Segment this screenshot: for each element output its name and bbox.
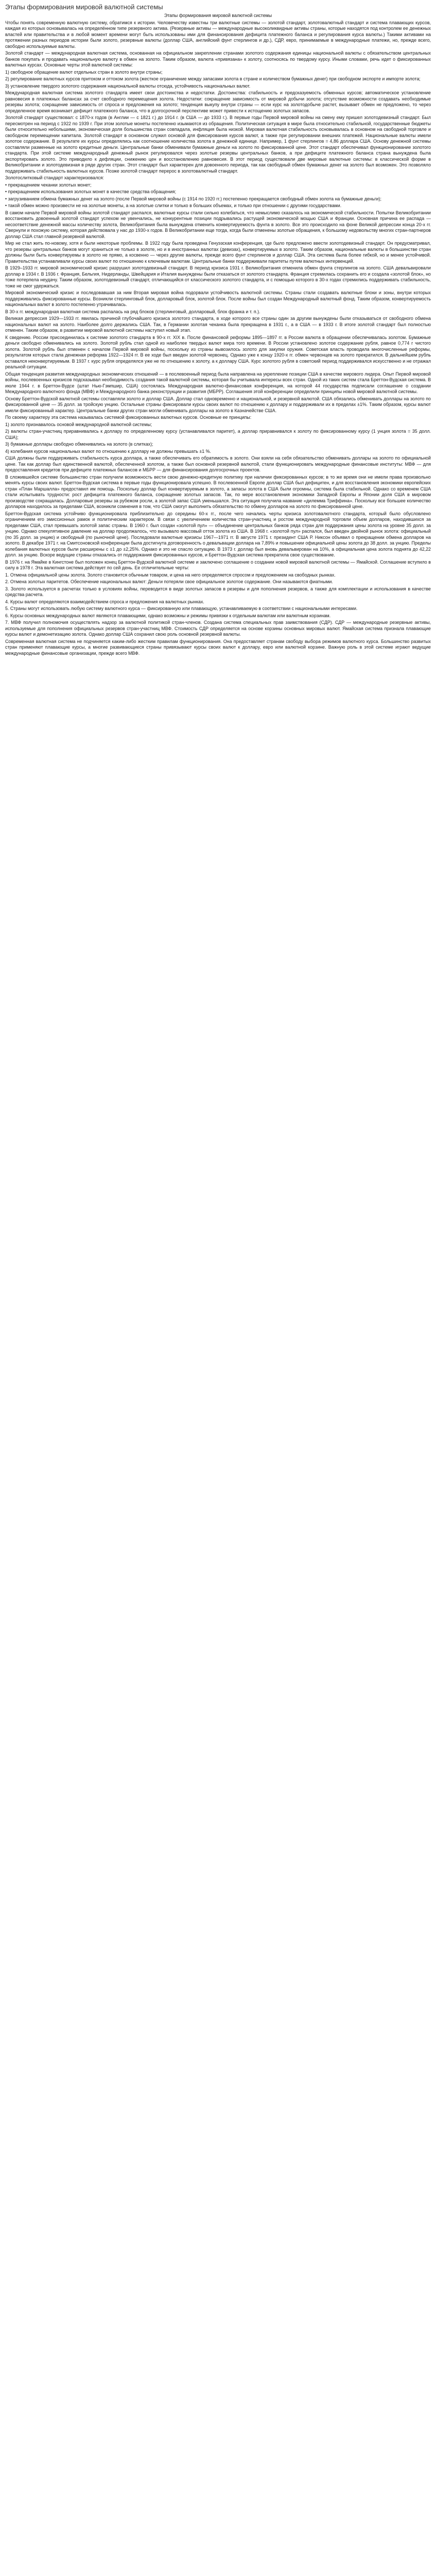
paragraph: Мир не стал жить по-новому, хотя и были некоторые проблемы. В 1922 году была проведена Генуэзская конференция, где было предложено ввести золотодевизный стандарт. Он предусматривал, что резервы центральных банков могут храниться не только в золоте, но и в иностранных валютах (девизах), конвертируемых в золото. Таким образом, национальные валюты в большинстве стран должны были быть конвертируемы в золото не прямо, а косвенно — через другие валюты, прежде всего фунт стерлингов и доллар США. Эта система была более гибкой, но и менее устойчивой. Правительства устанавливали курсы своих валют по отношению к ключевым валютам. Центральные банки поддерживали паритеты путем валютных интервенций.	[5, 241, 431, 264]
paragraph: Чтобы понять современную валютную систему, обратимся к истории. Человечеству известны три валютные системы — золотой стандарт, золотовалютный стандарт и система плавающих курсов, каждая из которых основывалась на определённом типе резервного актива. (Резервные активы — международные высоколиквидные активы страны, которые находятся под контролем ее денежных властей или правительства и в любой момент времени могут быть использованы ими для финансирования дефицита платежного баланса и регулирования курса валюты.) Такими активами на протяжении разных периодов истории были золото, резервные валюты (доллар США, английский фунт стерлингов и др.), СДР, евро, принимаемые в международные платежи, но, прежде всего, свободно используемые валюты.	[5, 20, 431, 49]
paragraph: Золотослитковый стандарт характеризовался:	[5, 175, 104, 180]
paragraph: 2. Отмена золотых паритетов. Обеспечение национальных валют: Деньги потеряли свое официальное золотое содержание. Они называются фиатными.	[5, 579, 333, 584]
paragraph: США должны были поддерживать стабильность курса доллара, а также обеспечивать его обратимость в золото. Они взяли на себя обязательство обменивать доллары на золото по официальной цене. Так как доллар был единственной валютой, обеспеченной золотом, а также был основной резервной валютой, стали функционировать международные финансовые институты: МВФ — для предоставления кредитов при дефиците платежных балансов и МБРР — для финансирования долгосрочных проектов.	[5, 455, 431, 472]
paragraph: 1) свободное обращение валют отдельных стран в золото внутри страны;	[5, 69, 163, 75]
paragraph: Золотой стандарт существовал: с 1870-х годов (в Англии — с 1821 г.) до 1914 г. (в США — до 1933 г.). В первые годы Первой мировой войны на смену ему пришел золотодевизный стандарт. Был пересмотрен на период с 1922 по 1939 г. При этом золотые монеты постепенно изымаются из обращения. Политическая ситуация в мире была относительно стабильной, государственные бюджеты были относительно небольшими, экономическая доля большинства стран совпадала, инфляция была низкой. Мировая валютная стабильность основывалась в основном на свободной торговле и свободном перемещении капитала. Золотой стандарт в основном служил основой для фиксирования курсов валют, а также при регулировании внешних платежей. Национальные валюты имели золотое содержание. В результате их курсы определялись как соотношение количества золота в денежной единице. Например, 1 фунт стерлингов = 4,86 доллара США. Основу денежной системы составляли разменные на золото кредитные деньги. Центральные банки обменивали бумажные деньги на золото по фиксированной цене. Этот стандарт обеспечивал функционирование золотого стандарта. При этой системе международный денежный рынок регулировался через золотые резервы центральных банков, а при дефиците платежного баланса страна вынуждена была экспортировать золото. Это приводило к дефляции, снижению цен и восстановлению равновесия. В этот период существовали две мировые валютные системы: в классической форме в Великобритании и золотодевизная в ряде других стран. Этот стандарт был характерен для довоенного периода, так как свободный обмен бумажных денег на золото был возможен. Это позволяло поддерживать стабильность валютных курсов. Позже золотой стандарт перерос в золотовалютный стандарт.	[5, 115, 431, 174]
paragraph: Современная валютная система не подчиняется каким-либо жестким правилам функционирования. Она предоставляет странам свободу выбора режимов валютного курса. Большинство развитых стран применяют плавающие курсы, а многие развивающиеся страны привязывают курсы своих валют к доллару, евро или валютной корзине. Важную роль в этой системе играют ведущие международные финансовые организации, прежде всего МВФ.	[5, 638, 431, 656]
paragraph: По своему характеру эта система называлась системой фиксированных валютных курсов. Основные ее принципы:	[5, 415, 252, 420]
paragraph: 3. Золото используется в расчетах только в условиях войны, переводится в виде золотых запасов в резервы и для пополнения резервов, а также для комплектации и использования в качестве средства расчета.	[5, 586, 431, 597]
paragraph: Великая депрессия 1929—1933 гг. явилась причиной глубочайшего кризиса золотого стандарта, в ходе которого все страны один за другим вынуждены были отказываться от свободного обмена национальных валют на золото. Наиболее долго держались США. Так, в Германии золотая чеканка была прекращена в 1931 г., а в США — в 1933 г. В итоге золотой стандарт был полностью отменен. Таким образом, в развитии мировой валютной системы наступил новый этап.	[5, 316, 431, 333]
paragraph: 4) колебания курсов национальных валют по отношению к доллару не должны превышать ±1 %.	[5, 448, 211, 454]
paragraph: 6. Курсы основных международных валют являются плавающими, однако возможны и режимы привязки к отдельным валютам или валютным корзинам.	[5, 613, 331, 618]
paragraph: Международная валютная система золотого стандарта имеет свои достоинства и недостатки. Достоинства: стабильность и предсказуемость обменных курсов; автоматическое установление равновесия в платежных балансах за счет свободного перемещения золота. Недостатки: сокращение зависимость от мировой добычи золота; отсутствие возможности создавать необходимые резервы золота; сокращение зависимость от спроса и предложения на золото; тенденция выкупу внутри страны — если курс на золотодобыче растет, вызывает обмен не предложено, то через определенное время возникает дефицит платежного баланса, что в долгосрочной перспективе может привести к истощению золотых запасов.	[5, 90, 431, 113]
paragraph: 3) установление твердого золотого содержания национальной валюты отсюда, устойчивость национальных валют.	[5, 83, 251, 89]
paragraph: 3) бумажные доллары свободно обменивались на золото (в слитках);	[5, 442, 153, 447]
paragraph: Золотой стандарт — международная валютная система, основанная на официальном закреплении странами золотого содержания единицы национальной валюты с обязательством центральных банков покупать и продавать национальную валюту в обмен на золото. Таким образом, валюта «привязана» к золоту, соотносясь по твердому курсу. Иными словами, речь идет о фиксированных валютных курсах. Основные черты этой валютной системы:	[5, 50, 431, 67]
section-subtitle: Этапы формирования мировой валютной системы	[164, 13, 272, 18]
paragraph: К сведению. России присоединилась к системе золотого стандарта в 90-х гг. XIX в. После финансовой реформы 1895—1897 гг. в России валюта в обращении обеспечивалась золотом. Бумажные деньги свободно обменивались на золото. Золотой рубль стал одной из наиболее твердых валют мира того времени. В России установлено золотое содержание рубля, равное 0,774 г чистого золота. Золотой рубль был отменен с началом Первой мировой войны, поскольку из страны вывозилось золото для закупки оружия. Советская власть проводила многочисленные реформы, результатом которых стала денежная реформа 1922—1924 гг. В ее ходе был введен золотой червонец. Однако уже к концу 1920-х гг. обмен червонцев на золото прекратился. В дальнейшем рубль оставался неконвертируемым. В 1937 г. курс рубля определялся уже не по отношению к золоту, а к доллару США. Курс золотого рубля в советский период поддерживался искусственно и не отражал реальной ситуации.	[5, 334, 431, 369]
page-title: Этапы формирования мировой валютной системы	[5, 3, 163, 11]
paragraph: 2) валюты стран-участниц приравнивались к доллару по определенному курсу (устанавливался паритет), а доллар приравнивался к золоту по фиксированному курсу (1 унция золота = 35 долл. США);	[5, 429, 431, 440]
article-body	[5, 20, 431, 657]
paragraph: В сложившейся системе большинство стран получили возможность вести свою денежно-кредитную политику при наличии фиксированных курсов; в то же время они не имели права произвольно менять курсы своих валют. Бреттон-Вудская система в первые годы функционировала успешно. В послевоенной Европе доллар США был дефицитен, и для восстановления экономики европейских стран «План Маршалла» предоставил им помощь. Поскольку доллар был конвертируемым в золото, а запасы золота в США были огромны, система была стабильной. Однако со временем США стали испытывать трудности: рост дефицита платежного баланса, сокращение золотых запасов. Так, по мере восстановления экономики Западной Европы и Японии доля США в мировом производстве сокращалась. Долларовые резервы за рубежом росли, а золотой запас США уменьшался. Эта ситуация получила название «дилемма Триффина». Поскольку все большее количество долларов находилось за пределами США, возникли сомнения в том, что США смогут выполнить обязательство по обмену долларов на золото по фиксированной цене.	[5, 474, 431, 509]
paragraph: В самом начале Первой мировой войны золотой стандарт распался, валютные курсы стали сильно колебаться, что немыслимо сказалось на экономической стабильности. Попытки Великобритании восстановить довоенный золотой стандарт успехом не увенчались, не конкурентные позиции подрывались растущей экономической мощью США и Франции. Основная причина ее распада — несоответствие денежной массы количеству золота, Великобритания была вынуждена отменить конвертируемость фунта в золото. Все это происходило на фоне Великой депрессии конца 20-х гг. Свернули и похожую систему, которая действовала у нас до 1930-х годов. В Великобритании еще тогда, когда были отменены золотые обращения, к большому недовольству многих стран-партнеров доллар США стал главной резервной валютой.	[5, 210, 431, 239]
paragraph: 7. МВФ получил полномочия осуществлять надзор за валютной политикой стран-членов. Создана система специальных прав заимствования (СДР). СДР — международные резервные активы, используемые для пополнения официальных резервов стран-участниц МВФ. Стоимость СДР определяется на основе корзины основных мировых валют. Ямайская система признала плавающие курсы валют и демонетизацию золота. Однако доллар США сохранил свою роль основной резервной валюты.	[5, 620, 431, 637]
paragraph: Бреттон-Вудская система устойчиво функционировала приблизительно до середины 60-х гг., после чего начались черты кризиса золотовалютного стандарта, который было обусловлено ограничением его эмиссионных рамок и политическим характером. В связи с увеличением количества стран-участниц и ростом международной торговли объем долларов, находившихся за пределами США, стал превышать золотой запас страны. В 1960 г. был создан «золотой пул» — объединение центральных банков ряда стран для поддержания цены золота на уровне 35 долл. за унцию. Однако спекулятивное давление на доллар продолжалось, что вызывало массовый отток золота из США. В 1968 г. «золотой пул» распался, был введен двойной рынок золота: официальный (по 35 долл. за унцию) и свободный (по рыночной цене). Последовали валютные кризисы 1967—1971 гг. В августе 1971 г. президент США Р. Никсон объявил о прекращении обмена долларов на золото. В декабре 1971 г. на Смитсоновской конференции была достигнута договоренность о девальвации доллара на 7,89% и повышении официальной цены золота до 38 долл. за унцию. Пределы колебания валютных курсов были расширены с ±1 до ±2,25%. Однако и это не спасло ситуацию. В 1973 г. доллар был вновь девальвирован на 10%, а официальная цена золота поднята до 42,22 долл. за унцию. Вскоре ведущие страны отказались от поддержания фиксированных курсов, и Бреттон-Вудская система прекратила свое существование.	[5, 511, 431, 557]
paragraph: Общая тенденция развития международных экономических отношений — в послевоенный период была направлена на укрепление позиции США в качестве мирового лидера. Опыт Первой мировой войны, послевоенных кризисов подсказывал необходимость создания такой валютной системы, которая бы учитывала интересы всех стран. Одной из таких систем стала Бреттон-Вудская система. В июле 1944 г. в Бреттон-Вудсе (штат Нью-Гэмпшир, США) состоялась Международная валютно-финансовая конференция, на которой 44 государства подписали соглашение о создании Международного валютного фонда (МВФ) и Международного банка реконструкции и развития (МБРР). Соглашения этой конференции определили принципы новой мировой валютной системы.	[5, 371, 431, 394]
paragraph: В 1976 г. на Ямайке в Кингстоне был положен конец Бреттон-Вудской валютной системе и заключено соглашение о создании новой мировой валютной системы — Ямайской. Соглашение вступило в силу в 1978 г. Эта валютная система действует по сей день. Ее отличительные черты:	[5, 559, 431, 570]
paragraph: 5. Страны могут использовать любую систему валютного курса — фиксированную или плавающую, устанавливаемую в соответствии с национальными интересами.	[5, 606, 358, 611]
paragraph: 1. Отмена официальной цены золота. Золото становится обычным товаром, и цена на него определяется спросом и предложением на свободных рынках.	[5, 572, 336, 578]
paragraph: • прекращением чеканки золотых монет;	[5, 182, 92, 188]
paragraph: Основу Бреттон-Вудской валютной системы составляли золото и доллар США. Доллар стал одновременно и национальной, и резервной валютой. США обязались обменивать доллары на золото по фиксированной цене — 35 долл. за тройскую унцию. Остальные страны фиксировали курсы своих валют по отношению к доллару и поддерживали их в пределах ±1%. Таким образом, курсы валют имели фиксированный характер. Центральные банки других стран могли обменивать доллары на золото в Казначействе США.	[5, 396, 431, 413]
paragraph: 1) золото признавалось основой международной валютной системы;	[5, 421, 152, 427]
paragraph: • загрузиванием обмена бумажных денег на золото (после Первой мировой войны (с 1914 по 1920 гг.) постепенно прекращается свободный обмен золота на бумажные деньги);	[5, 196, 381, 201]
paragraph: В 1929–1933 гг. мировой экономический кризис разрушил золотодевизный стандарт. В период кризиса 1931 г. Великобритания отменила обмен фунта стерлингов на золото. США девальвировали доллар в 1934 г. В 1936 г. Франция, Бельгия, Нидерланды, Швейцария и Италия вынуждены были отказаться от золотого стандарта. Франция стремилась сохранить его и создала «золотой блок», но тоже потерпела неудачу. Таким образом, золотодевизный стандарт, отличающийся от классического золотого стандарта, и с помощью которого в 30-х годах стремились поддерживать стабильность, тоже не смог удержаться.	[5, 265, 431, 289]
paragraph: В 30-х гг. международная валютная система распалась на ряд блоков (стерлинговый, долларовый, блок франка и т. п.).	[5, 309, 260, 314]
paragraph: 2) регулирование валютных курсов притоком и оттоком золота (жесткое ограничение между запасами золота в стране и количеством бумажных денег) при свободном экспорте и импорте золота;	[5, 76, 421, 81]
paragraph: 4. Курсы валют определяются взаимодействием спроса и предложения на валютных рынках.	[5, 599, 204, 604]
paragraph: Мировой экономический кризис и последовавшая за ним Вторая мировая война подорвали устойчивость валютной системы. Страны стали создавать валютные блоки и зоны, внутри которых поддерживались фиксированные курсы. Возникли стерлинговый блок, долларовый блок, золотой блок. После войны был создан Международный валютный фонд. Таким образом, конвертируемость национальных валют в золото постепенно утрачивалась.	[5, 290, 431, 307]
article	[0, 0, 436, 662]
paragraph: • прекращением использования золотых монет в качестве средства обращения;	[5, 189, 177, 194]
paragraph: • такой обмен можно произвести не на золотые монеты, а на золотые слитки и только в больших объемах, и только при отношении с другими государствами.	[5, 203, 342, 208]
